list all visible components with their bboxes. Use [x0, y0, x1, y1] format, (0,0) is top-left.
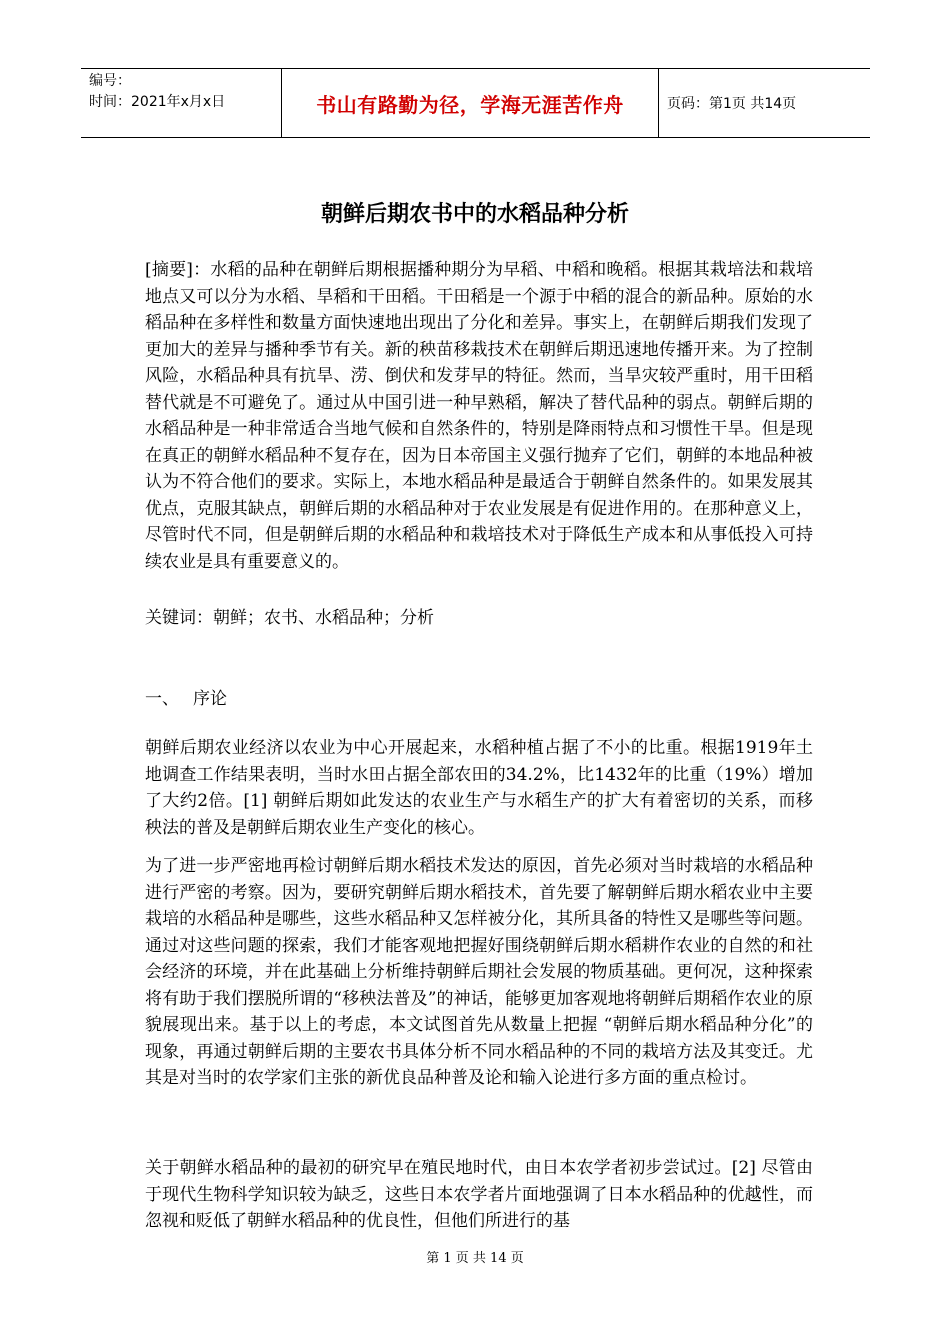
- page-footer: 第 1 页 共 14 页: [426, 1251, 524, 1266]
- abstract-paragraph: [摘要]：水稻的品种在朝鲜后期根据播种期分为早稻、中稻和晚稻。根据其栽培法和栽培地点又可以分为水稻、旱稻和干田稻。干田稻是一个源于中稻的混合的新品种。原始的水稻品种在多样性和数量方面快速地出现出了分化和差异。事实上，在朝鲜后期我们发现了更加大的差异与播种季节有关。新的秧苗移栽技术在朝鲜后期迅速地传播开来。为了控制风险，水稻品种具有抗旱、涝、倒伏和发芽早的特征。然而，当旱灾较严重时，用干田稻替代就是不可避免了。通过从中国引进一种早熟稻，解决了替代品种的弱点。朝鲜后期的水稻品种是一种非常适合当地气候和自然条件的，特别是降雨特点和习惯性干旱。但是现在真正的朝鲜水稻品种不复存在，因为日本帝国主义强行抛弃了它们，朝鲜的本地品种被认为不符合他们的要求。实际上，本地水稻品种是最适合于朝鲜自然条件的。如果发展其优点，克服其缺点，朝鲜后期的水稻品种对于农业发展是有促进作用的。在那种意义上，尽管时代不同，但是朝鲜后期的水稻品种和栽培技术对于降低生产成本和从事低投入可持续农业是具有重要意义的。: [145, 260, 813, 572]
- keywords-line: 关键词：朝鲜；农书、水稻品种；分析: [145, 608, 434, 628]
- header-motto: 书山有路勤为径，学海无涯苦作舟: [281, 69, 659, 137]
- header-table: [81, 68, 870, 138]
- header-page-info: 页码：第1页 共14页: [667, 96, 797, 112]
- section-heading: [145, 684, 227, 709]
- body-paragraph-2: 为了进一步严密地再检讨朝鲜后期水稻技术发达的原因，首先必须对当时栽培的水稻品种进行严密的考察。因为，要研究朝鲜后期水稻技术，首先要了解朝鲜后期水稻农业中主要栽培的水稻品种是哪些，这些水稻品种又怎样被分化，其所具备的特性又是哪些等问题。通过对这些问题的探索，我们才能客观地把握好围绕朝鲜后期水稻耕作农业的自然的和社会经济的环境，并在此基础上分析维持朝鲜后期社会发展的物质基础。更何况，这种探索将有助于我们摆脱所谓的“移秧法普及”的神话，能够更加客观地将朝鲜后期稻作农业的原貌展现出来。基于以上的考虑，本文试图首先从数量上把握 “朝鲜后期水稻品种分化”的现象，再通过朝鲜后期的主要农书具体分析不同水稻品种的不同的栽培方法及其变迁。尤其是对当时的农学家们主张的新优良品种普及论和输入论进行多方面的重点检讨。: [145, 856, 813, 1088]
- body-paragraph-1: 朝鲜后期农业经济以农业为中心开展起来，水稻种植占据了不小的比重。根据1919年土地调查工作结果表明，当时水田占据全部农田的34.2%，比1432年的比重（19%）增加了大约2倍。[1] 朝鲜后期如此发达的农业生产与水稻生产的扩大有着密切的关系，而移秧法的普及是朝鲜后期农业生产变化的核心。: [145, 738, 813, 838]
- header-meta: [81, 69, 281, 137]
- document-number: 编号：: [89, 73, 131, 89]
- section-number: 一、: [145, 689, 179, 709]
- body-paragraph-3: 关于朝鲜水稻品种的最初的研究早在殖民地时代，由日本农学者初步尝试过。[2] 尽管由于现代生物科学知识较为缺乏，这些日本农学者片面地强调了日本水稻品种的优越性，而忽视和贬低了朝鲜水稻品种的优良性，但他们所进行的基: [145, 1158, 813, 1231]
- section-title: 序论: [193, 689, 227, 709]
- document-time: 时间：2021年x月x日: [89, 94, 226, 110]
- document-title: 朝鲜后期农书中的水稻品种分析: [320, 202, 629, 227]
